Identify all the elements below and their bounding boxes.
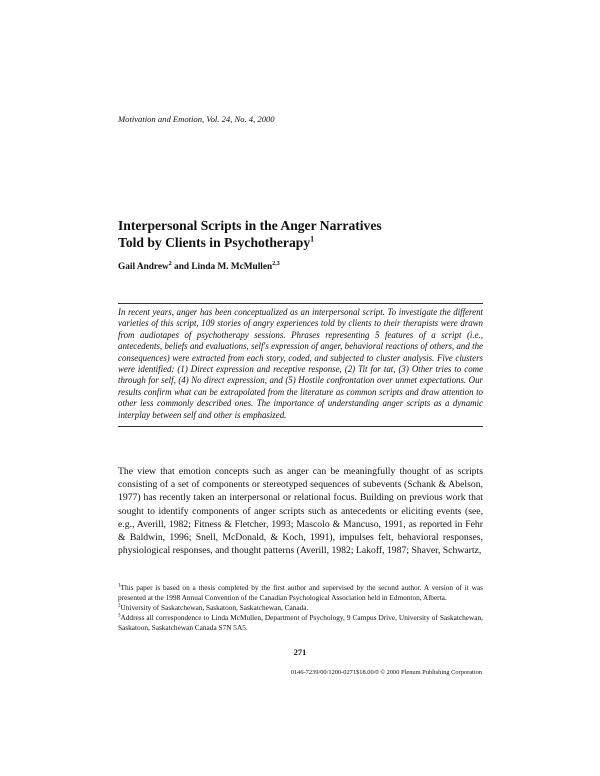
- footnote-2-text: University of Saskatchewan, Saskatoon, Saskatchewan, Canada.: [120, 602, 309, 612]
- article-title: [118, 218, 498, 251]
- footnotes: [118, 583, 483, 633]
- footnote-1-text: This paper is based on a thesis completed by the first author and supervised by the second author. A version of it was presented at the 1998 Annual Convention of the Canadian Psychological Association held in Edmonton, Alberta.: [118, 583, 483, 602]
- title-line-1: Interpersonal Scripts in the Anger Narratives: [118, 218, 382, 233]
- title-line-2: [118, 235, 498, 252]
- footnote-1-marker: 1: [118, 583, 121, 589]
- copyright-line: 0146-7239/00/1200-0271$18.00/0 © 2000 Plenum Publishing Corporation: [290, 669, 482, 676]
- footnote-2-marker: 2: [118, 603, 121, 609]
- author-2-affiliation-marker[interactable]: 2,3: [272, 260, 280, 267]
- abstract-text: In recent years, anger has been conceptualized as an interpersonal script. To investigate the different varieties of this script, 109 stories of angry experiences told by clients to their therapists were drawn from audiotapes of psychotherapy sessions. Phrases representing 5 features of a script (i.e., antecedents, beliefs and evaluations, self's expression of anger, behavioral reactions of others, and the consequences) were extracted from each story, coded, and subjected to cluster analysis. Five clusters were identified: (1) Direct expression and receptive response, (2) Tit for tat, (3) Other tries to come through for self, (4) No direct expression, and (5) Hostile confrontation over unmet expectations. Our results confirm what can be extrapolated from the literature as common scripts and draw attention to other less commonly described ones. The importance of understanding anger scripts as a dynamic interplay between self and other is emphasized.: [118, 307, 483, 420]
- journal-citation: Motivation and Emotion, Vol. 24, No. 4, 2000: [118, 114, 275, 124]
- footnote-3-marker: 3: [118, 613, 121, 619]
- author-connector: and: [171, 262, 192, 272]
- footnote-3: [118, 613, 483, 632]
- title-line-2-text: Told by Clients in Psychotherapy: [118, 234, 311, 250]
- author-1-affiliation-marker[interactable]: 2: [168, 260, 172, 267]
- abstract-box: [118, 303, 483, 427]
- footnote-2: [118, 603, 483, 613]
- author-1: Gail Andrew: [118, 262, 169, 272]
- author-2: Linda M. McMullen: [191, 262, 273, 272]
- author-list: [118, 262, 280, 272]
- footnote-3-text: Address all correspondence to Linda McMullen, Department of Psychology, 9 Campus Drive, University of Saskatchewan, Saskatoon, Saskatchewan Canada S7N 5A5.: [118, 612, 483, 632]
- title-footnote-marker[interactable]: 1: [310, 233, 315, 243]
- footnote-1: [118, 583, 483, 602]
- page-number: 271: [293, 648, 307, 657]
- body-paragraph: The view that emotion concepts such as anger can be meaningfully thought of as scripts consisting of a set of components or stereotyped sequences of subevents (Schank & Abelson, 1977) has recently taken an interpersonal or relational focus. Building on previous work that sought to identify components of anger scripts such as antecedents or eliciting events (see, e.g., Averill, 1982; Fitness & Fletcher, 1993; Mascolo & Mancuso, 1991, as reported in Fehr & Baldwin, 1996; Snell, McDonald, & Koch, 1991), impulses felt, behavioral responses, physiological responses, and thought patterns (Averill, 1982; Lakoff, 1987; Shaver, Schwartz,: [118, 466, 483, 557]
